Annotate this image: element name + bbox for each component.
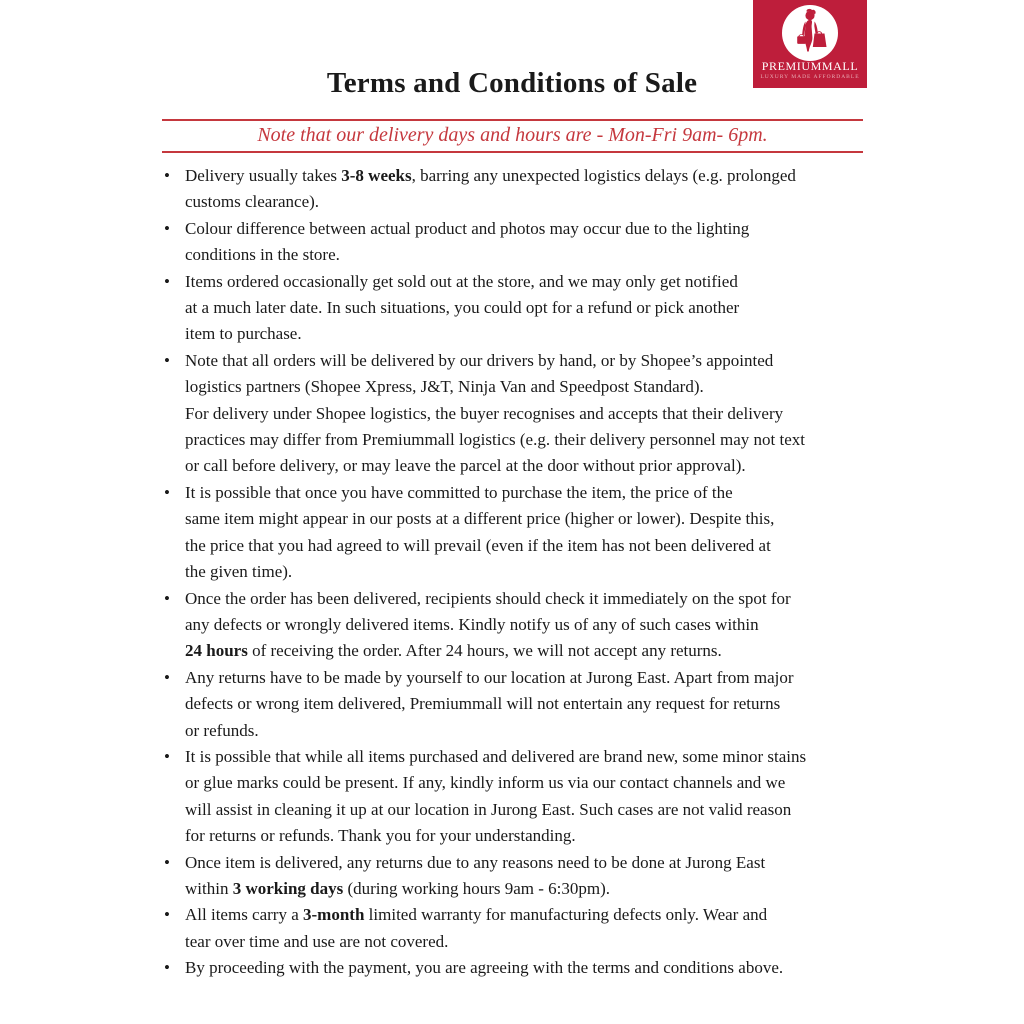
term-line (185, 216, 880, 242)
term-item (160, 955, 880, 981)
term-line (185, 427, 880, 453)
term-text-segment: By proceeding with the payment, you are agreeing with the terms and conditions above. (185, 958, 784, 978)
term-text-segment: For delivery under Shopee logistics, the buyer recognises and accepts that their delivery (185, 403, 784, 423)
term-line (185, 929, 880, 955)
term-text-segment: It is possible that once you have committed to purchase the item, the price of the (185, 482, 733, 502)
term-text-segment: practices may differ from Premiummall logistics (e.g. their delivery personnel may not text (185, 430, 806, 450)
term-text-segment: or call before delivery, or may leave the parcel at the door without prior approval). (185, 456, 746, 476)
term-item (160, 744, 880, 850)
term-text-segment: or glue marks could be present. If any, kindly inform us via our contact channels and we (185, 773, 786, 793)
term-line (185, 348, 880, 374)
term-text-segment: the given time). (185, 562, 293, 582)
bullet-marker: • (164, 667, 170, 687)
term-line (185, 691, 880, 717)
term-item (160, 269, 880, 348)
term-text-segment: 3-month (303, 905, 365, 925)
term-text-segment: limited warranty for manufacturing defects only. Wear and (364, 905, 768, 925)
term-item (160, 163, 880, 216)
term-line (185, 242, 880, 268)
page-title: Terms and Conditions of Sale (326, 67, 698, 99)
term-line (185, 269, 880, 295)
term-text-segment: (during working hours 9am - 6:30pm). (343, 878, 611, 898)
term-line (185, 638, 880, 664)
bullet-marker: • (164, 218, 170, 238)
term-text-segment: , barring any unexpected logistics delays (e.g. prolonged (411, 166, 796, 185)
term-line (185, 902, 880, 928)
term-text-segment: customs clearance). (185, 192, 320, 212)
delivery-note-banner (162, 119, 863, 153)
term-text-segment: item to purchase. (185, 324, 302, 344)
term-text-segment: logistics partners (Shopee Xpress, J&T, Ninja Van and Speedpost Standard). (185, 377, 704, 397)
term-item (160, 902, 880, 955)
term-item (160, 480, 880, 586)
term-text-segment: 3 working days (232, 878, 344, 898)
term-text-segment: at a much later date. In such situations, you could opt for a refund or pick another (185, 298, 740, 318)
brand-name: PREMIUMMALL (761, 59, 859, 73)
term-line (185, 295, 880, 321)
term-text-segment: Once item is delivered, any returns due to any reasons need to be done at Jurong East (185, 852, 766, 872)
term-text-segment: or refunds. (185, 720, 259, 740)
term-line (185, 533, 880, 559)
term-line (185, 163, 880, 189)
term-line (185, 718, 880, 744)
term-line (185, 770, 880, 796)
term-text-segment: 3-8 weeks (341, 166, 412, 185)
term-line (185, 321, 880, 347)
bullet-marker: • (164, 166, 170, 185)
term-line (185, 374, 880, 400)
term-text-segment: same item might appear in our posts at a different price (higher or lower). Despite this, (185, 509, 775, 529)
term-text-segment: of receiving the order. After 24 hours, we will not accept any returns. (247, 641, 722, 661)
term-line (185, 586, 880, 612)
term-text-segment: for returns or refunds. Thank you for your understanding. (185, 826, 576, 846)
term-line (185, 189, 880, 215)
term-text-segment: 24 hours (185, 641, 248, 661)
term-text-segment: defects or wrong item delivered, Premiummall will not entertain any request for returns (185, 694, 781, 714)
terms-list (160, 163, 880, 982)
term-line (185, 955, 880, 981)
term-line (185, 612, 880, 638)
bullet-marker: • (164, 482, 170, 502)
term-text-segment: any defects or wrongly delivered items. Kindly notify us of any of such cases within (185, 614, 759, 634)
term-text-segment: conditions in the store. (185, 245, 340, 265)
term-text-segment: Note that all orders will be delivered by our drivers by hand, or by Shopee’s appointed (185, 350, 774, 370)
term-text-segment: It is possible that while all items purchased and delivered are brand new, some minor stains (185, 746, 807, 766)
term-item (160, 850, 880, 903)
term-text-segment: within (185, 878, 233, 898)
term-text-segment: Colour difference between actual product and photos may occur due to the lighting (185, 218, 750, 238)
term-line (185, 823, 880, 849)
bullet-marker: • (164, 588, 170, 608)
term-line (185, 850, 880, 876)
term-line (185, 559, 880, 585)
term-text-segment: Once the order has been delivered, recipients should check it immediately on the spot for (185, 588, 791, 608)
term-line (185, 665, 880, 691)
term-line (185, 480, 880, 506)
brand-figure-icon (781, 4, 839, 62)
term-line (185, 797, 880, 823)
bullet-marker: • (164, 852, 170, 872)
term-line (185, 401, 880, 427)
term-line (185, 453, 880, 479)
term-item (160, 348, 880, 480)
bullet-marker: • (164, 958, 170, 978)
term-text-segment: will assist in cleaning it up at our location in Jurong East. Such cases are not valid reason (185, 799, 792, 819)
term-item (160, 586, 880, 665)
term-text-segment: Any returns have to be made by yourself to our location at Jurong East. Apart from major (185, 667, 794, 687)
term-line (185, 876, 880, 902)
delivery-note-text: Note that our delivery days and hours are - Mon-Fri 9am- 6pm. (257, 124, 768, 146)
term-text-segment: the price that you had agreed to will prevail (even if the item has not been delivered at (185, 535, 771, 555)
term-item (160, 665, 880, 744)
term-text-segment: All items carry a (185, 905, 304, 925)
bullet-marker: • (164, 905, 170, 925)
term-text-segment: Items ordered occasionally get sold out at the store, and we may only get notified (185, 271, 738, 291)
term-line (185, 744, 880, 770)
bullet-marker: • (164, 746, 170, 766)
term-text-segment: Delivery usually takes (185, 166, 342, 185)
term-line (185, 506, 880, 532)
bullet-marker: • (164, 271, 170, 291)
term-item (160, 216, 880, 269)
bullet-marker: • (164, 350, 170, 370)
term-text-segment: tear over time and use are not covered. (185, 931, 449, 951)
brand-tagline: LUXURY MADE AFFORDABLE (760, 74, 860, 80)
